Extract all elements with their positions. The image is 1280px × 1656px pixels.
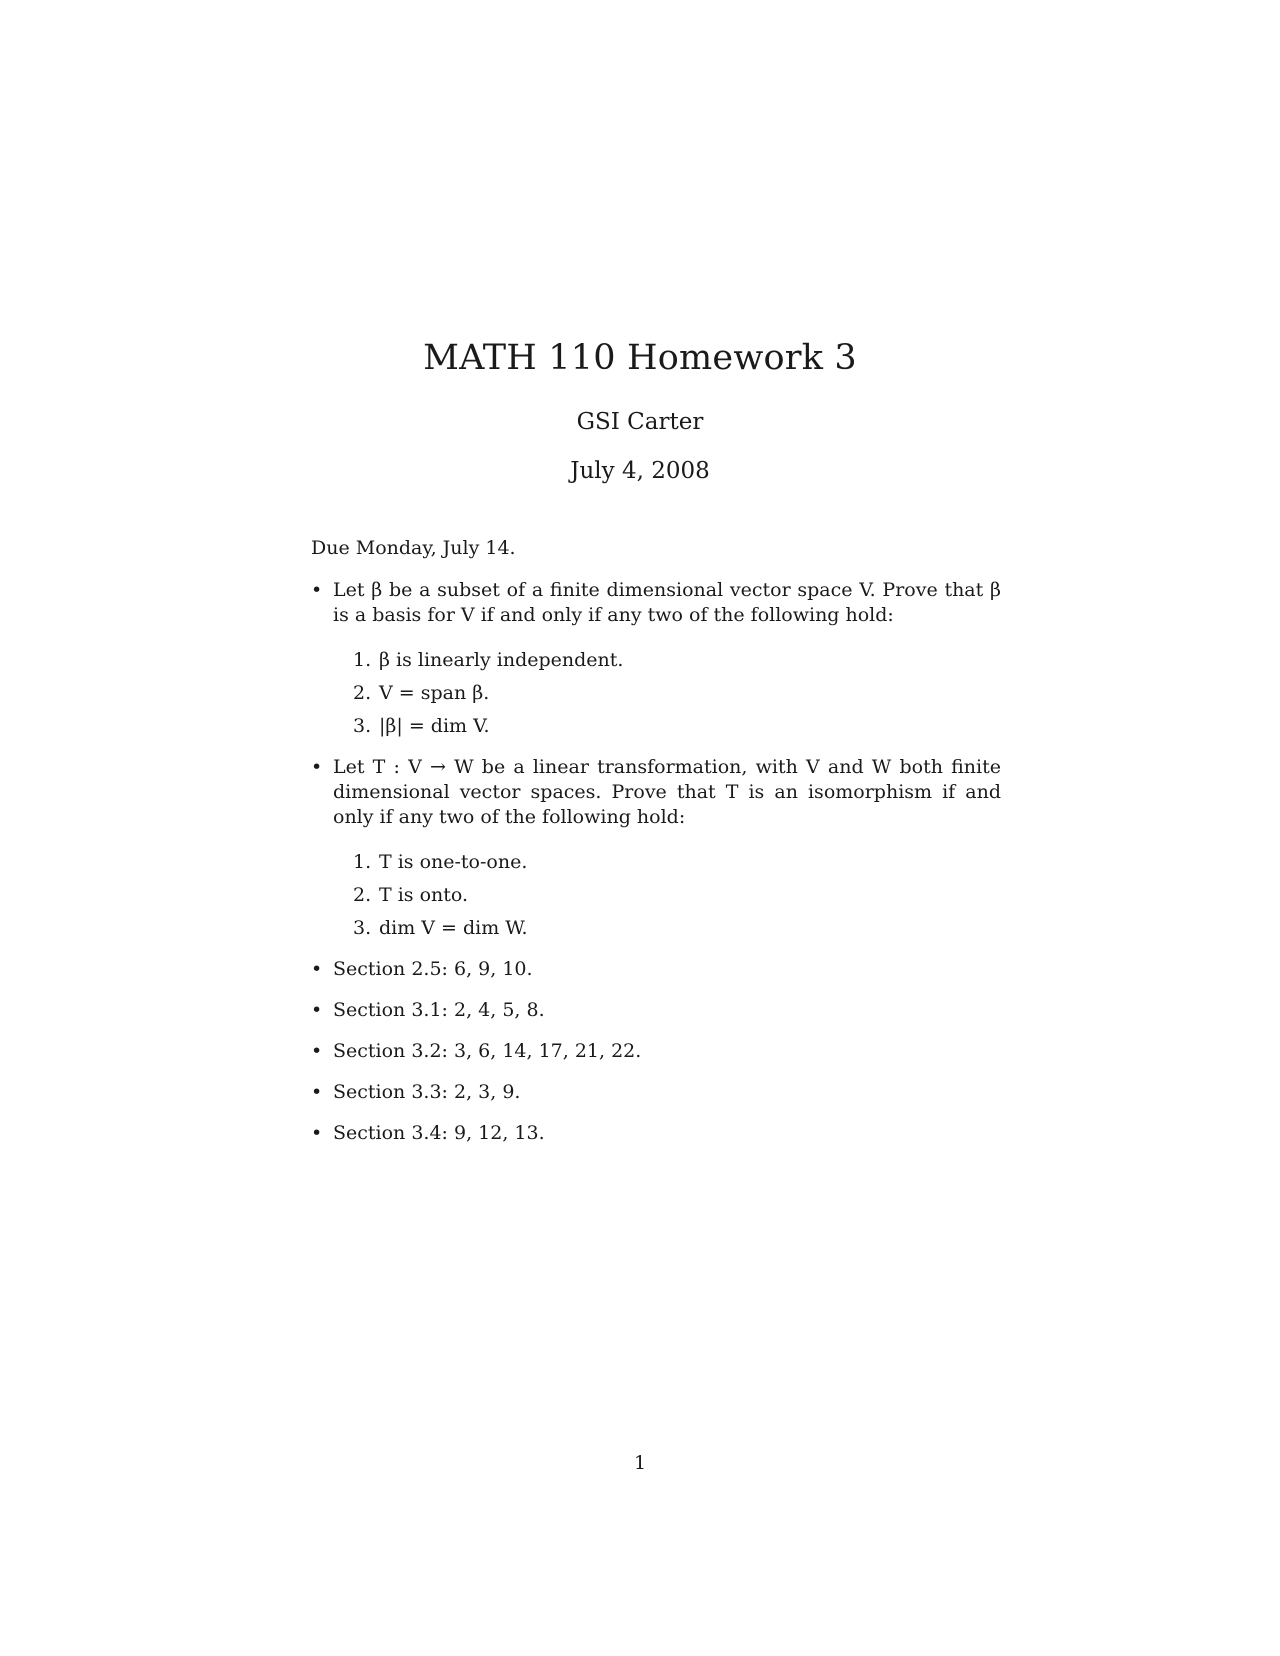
section-exercises-text: • Section 3.2: 3, 6, 14, 17, 21, 22. [333, 1040, 642, 1062]
problem-text: • Let β be a subset of a finite dimensional vector space V. Prove that β is a basis for V if and only if any two of the following hold: [333, 579, 1001, 626]
condition-number: 1. [353, 649, 372, 671]
section-exercises [311, 998, 1001, 1023]
condition-number: 2. [353, 884, 372, 906]
condition-list [333, 648, 1001, 739]
condition-item [353, 883, 1001, 908]
document-body [311, 536, 1001, 1162]
condition-text: |β| = dim V. [379, 715, 490, 737]
section-exercises [311, 1039, 1001, 1064]
condition-list [333, 850, 1001, 941]
section-exercises-text: • Section 3.1: 2, 4, 5, 8. [333, 999, 545, 1021]
page-number: 1 [633, 1452, 647, 1474]
condition-number: 3. [353, 715, 372, 737]
condition-item [353, 850, 1001, 875]
condition-text: dim V = dim W. [379, 917, 528, 939]
section-exercises-text: • Section 2.5: 6, 9, 10. [333, 958, 533, 980]
condition-text: T is one-to-one. [379, 851, 528, 873]
condition-number: 3. [353, 917, 372, 939]
condition-item [353, 681, 1001, 706]
section-exercises [311, 1121, 1001, 1146]
due-date: Due Monday, July 14. [311, 537, 516, 559]
condition-item [353, 648, 1001, 673]
condition-number: 2. [353, 682, 372, 704]
condition-text: V = span β. [379, 682, 490, 704]
problem-item [311, 578, 1001, 739]
problem-list [311, 578, 1001, 1146]
document-date: July 4, 2008 [570, 458, 710, 484]
condition-item [353, 916, 1001, 941]
condition-text: β is linearly independent. [379, 649, 624, 671]
section-exercises-text: • Section 3.4: 9, 12, 13. [333, 1122, 545, 1144]
condition-number: 1. [353, 851, 372, 873]
condition-item [353, 714, 1001, 739]
section-exercises [311, 1080, 1001, 1105]
section-exercises [311, 957, 1001, 982]
document-title: MATH 110 Homework 3 [423, 338, 857, 378]
section-exercises-text: • Section 3.3: 2, 3, 9. [333, 1081, 521, 1103]
document-author: GSI Carter [576, 409, 704, 435]
problem-text: • Let T : V → W be a linear transformation, with V and W both finite dimensional vector spaces. Prove that T is an isomorphism if and only if any two of the following hold: [333, 756, 1001, 828]
condition-text: T is onto. [379, 884, 469, 906]
problem-item [311, 755, 1001, 941]
